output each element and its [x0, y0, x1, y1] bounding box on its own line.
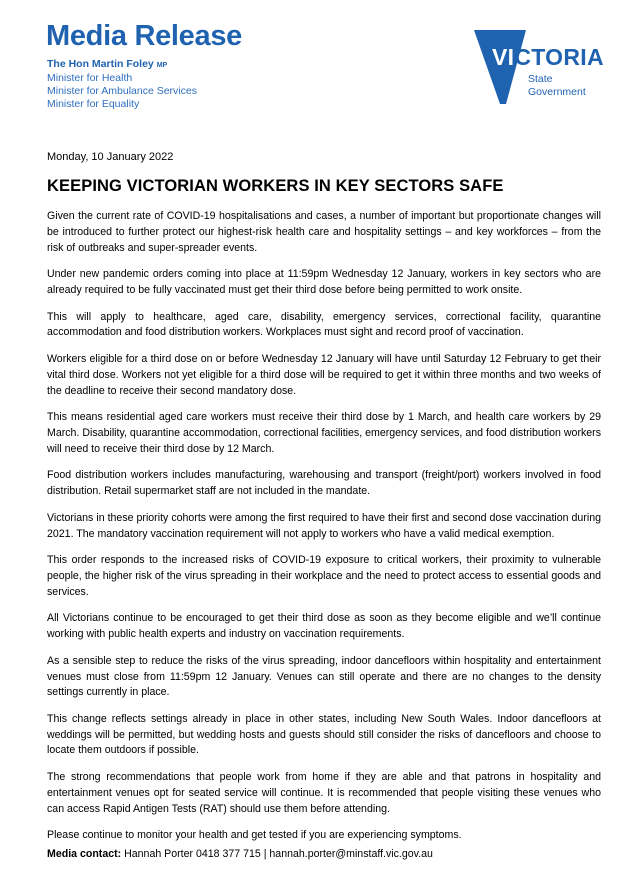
media-contact-label: Media contact: [47, 848, 122, 860]
paragraph: This means residential aged care workers must receive their third dose by 1 March, and health care workers by 29 March. Disability, quarantine accommodation, correctional facilities, emergency services, and food distribution workers will need to receive their third dose by 12 March. [47, 411, 601, 455]
media-contact-details: Hannah Porter 0418 377 715 | hannah.porter@minstaff.vic.gov.au [124, 848, 433, 860]
logo-government-text: Government [528, 86, 586, 98]
paragraph: Please continue to monitor your health and get tested if you are experiencing symptoms. [47, 829, 462, 842]
body-text [47, 209, 601, 855]
paragraph: This change reflects settings already in place in other states, including New South Wales. Indoor dancefloors at weddings will be permitted, but wedding hosts and guests should still consider the risks of dancefloors and choose to locate them outdoors if possible. [47, 712, 601, 757]
headline: KEEPING VICTORIAN WORKERS IN KEY SECTORS SAFE [47, 177, 504, 195]
minister-suffix: MP [156, 62, 168, 69]
paragraph: Food distribution workers includes manufacturing, warehousing and transport (freight/port) workers involved in food distribution. Retail supermarket staff are not included in the mandate. [47, 469, 601, 498]
victoria-state-government-logo [472, 28, 612, 108]
portfolio-health: Minister for Health [47, 72, 133, 84]
portfolio-ambulance: Minister for Ambulance Services [47, 85, 197, 97]
paragraph: As a sensible step to reduce the risks of the virus spreading, indoor dancefloors within hospitality and entertainment venues must close from 11:59pm 12 January. Venues can still operate and there are no changes to the density settings currently in place. [47, 654, 601, 699]
paragraph: Victorians in these priority cohorts were among the first required to have their first and second dose vaccination during 2021. The mandatory vaccination requirement will not apply to workers who have a valid medical exemption. [47, 511, 601, 540]
minister-name [47, 58, 167, 70]
paragraph: Workers eligible for a third dose on or before Wednesday 12 January will have until Saturday 12 February to get their vital third dose. Workers not yet eligible for a third dose will be required to get it within three months and two weeks of the deadline to receive their second mandatory dose. [47, 352, 601, 397]
paragraph: All Victorians continue to be encouraged to get their third dose as soon as they become eligible and we’ll continue working with public health experts and industry on vaccination requirements. [47, 612, 601, 641]
portfolio-equality: Minister for Equality [47, 98, 140, 110]
media-release-title: Media Release [46, 20, 242, 52]
paragraph: This will apply to healthcare, aged care, disability, emergency services, correctional facility, quarantine accommodation and food distribution workers. Workplaces must sight and record proof of vaccination. [47, 310, 601, 339]
paragraph: This order responds to the increased risks of COVID-19 exposure to critical workers, their proximity to vulnerable people, the higher risk of the virus spreading in their workplace and the need to protect access to essential goods and services. [47, 554, 601, 598]
media-contact [47, 848, 433, 860]
paragraph: The strong recommendations that people work from home if they are able and that patrons in hospitality and entertainment venues opt for seated service will continue. It is recommended that people visiting these venues who can access Rapid Antigen Tests (RAT) should use them before attending. [47, 771, 601, 815]
logo-wordmark: VICTORIA [492, 44, 604, 70]
release-date: Monday, 10 January 2022 [47, 151, 174, 163]
logo-state-text: State [528, 73, 553, 85]
minister-name-text: The Hon Martin Foley [47, 58, 154, 70]
paragraph: Given the current rate of COVID-19 hospitalisations and cases, a number of important but proportionate changes will be introduced to further protect our highest-risk health care and hospitality settings – and key workforces – from the risk of outbreaks and super-spreader events. [47, 210, 601, 254]
paragraph: Under new pandemic orders coming into place at 11:59pm Wednesday 12 January, workers in key sectors who are already required to be fully vaccinated must get their third dose before being permitted to work onsite. [47, 268, 601, 296]
